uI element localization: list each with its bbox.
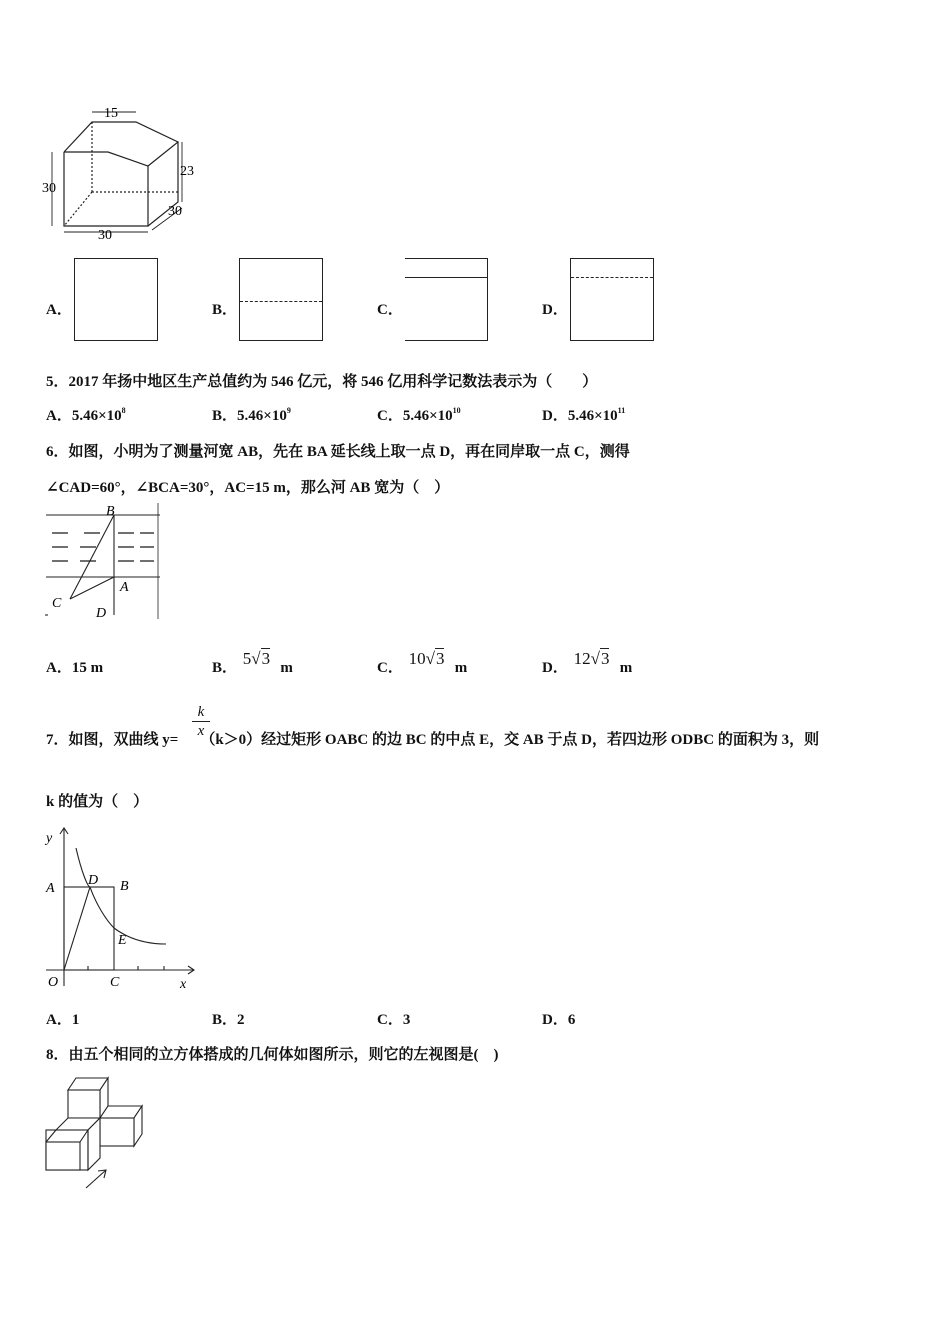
river-figure <box>42 503 164 621</box>
q6-stem-line2: ∠CAD=60°，∠BCA=30°，AC=15 m，那么河 AB 宽为（ ） <box>46 480 450 496</box>
q8-stem: 8．由五个相同的立方体搭成的几何体如图所示，则它的左视图是( ) <box>46 1047 499 1063</box>
q5-option-c[interactable]: C．$5.46\times 10^{10}$ <box>377 406 461 424</box>
q6-option-b-radical: 5√3 <box>242 649 271 668</box>
river-label-d: D <box>96 606 107 621</box>
q4-option-c-view[interactable] <box>405 258 488 341</box>
q4-option-d-letter[interactable]: D． <box>542 302 568 318</box>
q4-option-c-letter[interactable]: C． <box>377 302 403 318</box>
q7-fraction-numerator: k <box>192 703 210 722</box>
q5-option-a[interactable]: A．$5.46\times 10^8$ <box>46 406 126 424</box>
q7-stem-line2: k 的值为（ ） <box>46 794 149 810</box>
q6-stem-line1: 6．如图，小明为了测量河宽 AB，先在 BA 延长线上取一点 D，再在同岸取一点 C，测得 <box>46 444 630 460</box>
prism-label-top: 15 <box>104 106 118 121</box>
hyperbola-label-a: A <box>46 881 55 896</box>
q5-stem: 5．2017 年扬中地区生产总值约为 546 亿元，将 546 亿用科学记数法表示为（ ） <box>46 374 598 390</box>
q4-option-b-letter[interactable]: B． <box>212 302 238 318</box>
q5-option-b[interactable]: B．$5.46\times 10^9$ <box>212 406 291 424</box>
q7-option-a[interactable]: A．1 <box>46 1012 80 1028</box>
q6-option-a[interactable]: A．15 m <box>46 660 104 676</box>
hyperbola-label-o: O <box>48 975 59 990</box>
prism-figure <box>40 98 210 244</box>
q7-option-c[interactable]: C．3 <box>377 1012 411 1028</box>
q4-option-d-view[interactable] <box>570 258 654 341</box>
hyperbola-label-y: y <box>46 831 53 846</box>
q6-option-c-radical: 10√3 <box>408 649 445 668</box>
hyperbola-label-d: D <box>88 873 99 888</box>
prism-label-left-height: 30 <box>42 181 56 196</box>
q4-option-a-letter[interactable]: A． <box>46 302 72 318</box>
river-label-b: B <box>106 504 115 519</box>
q7-fraction-denominator: x <box>197 723 205 739</box>
q7-stem-line1: 7．如图，双曲线 y= （k＞0）经过矩形 OABC 的边 BC 的中点 E，交 AB 于点 D，若四边形 ODBC 的面积为 3，则 <box>46 732 820 748</box>
q4-option-b-dashed-line <box>240 301 322 302</box>
hyperbola-figure <box>40 824 202 994</box>
hyperbola-label-e: E <box>118 933 127 948</box>
q7-option-d[interactable]: D．6 <box>542 1012 576 1028</box>
q6-option-c[interactable]: C． 10√3 m <box>377 649 468 676</box>
river-label-a: A <box>120 580 129 595</box>
q7-option-b[interactable]: B．2 <box>212 1012 245 1028</box>
hyperbola-label-c: C <box>110 975 120 990</box>
hyperbola-label-x: x <box>180 977 187 992</box>
prism-top-face <box>64 122 178 166</box>
q4-option-c-solid-line <box>405 277 487 278</box>
q6-option-d-radical: 12√3 <box>573 649 610 668</box>
prism-label-right-height: 23 <box>180 164 194 179</box>
q6-option-b[interactable]: B． 5√3 m <box>212 649 293 676</box>
prism-label-depth: 30 <box>168 204 182 219</box>
q4-option-d-dashed-line <box>571 277 653 278</box>
prism-front-face <box>64 152 148 226</box>
q5-option-d[interactable]: D．$5.46\times 10^{11}$ <box>542 406 626 424</box>
cubes-figure <box>42 1072 152 1194</box>
q7-fraction <box>192 703 210 740</box>
river-label-c: C <box>52 596 62 611</box>
q4-option-a-view[interactable] <box>74 258 158 341</box>
hyperbola-label-b: B <box>120 879 129 894</box>
q6-option-d[interactable]: D． 12√3 m <box>542 649 633 676</box>
prism-label-bottom: 30 <box>98 228 112 243</box>
q4-option-b-view[interactable] <box>239 258 323 341</box>
